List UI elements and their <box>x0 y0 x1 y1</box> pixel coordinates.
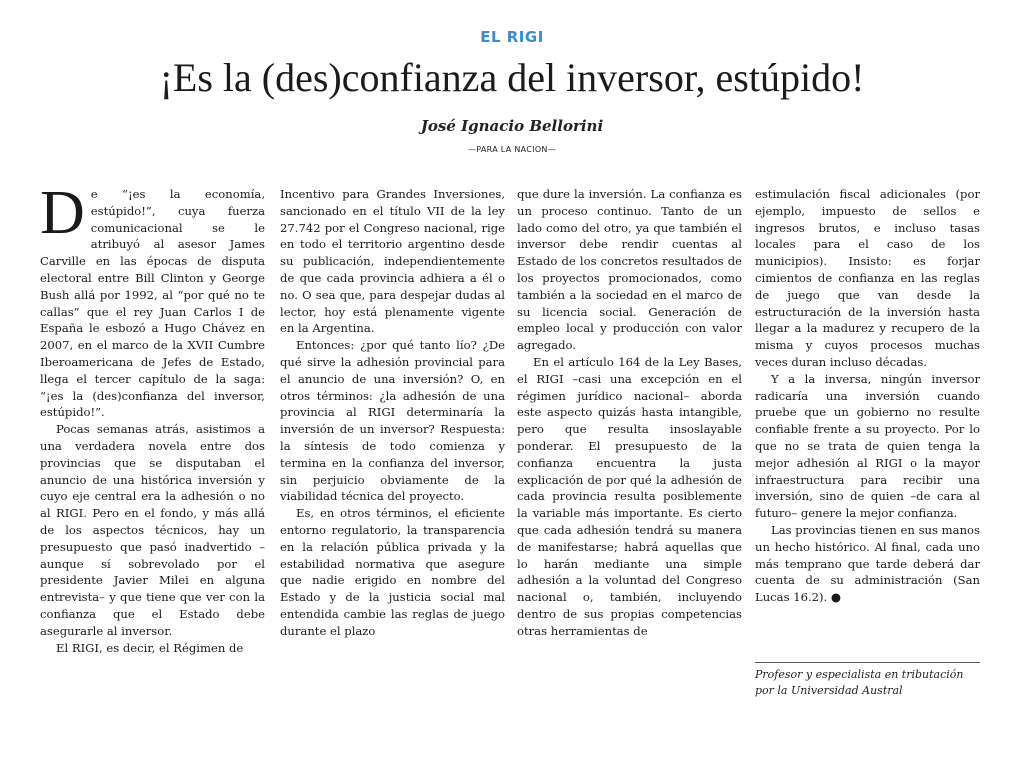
article-paragraph: El RIGI, es decir, el Régimen de <box>56 640 244 655</box>
drop-cap: D <box>40 179 85 247</box>
author-note-divider <box>755 662 980 663</box>
article-paragraph: Entonces: ¿por qué tanto lío? ¿De qué sirve la adhesión provincial para el anuncio de una inversión? O, en otros términos: ¿la adhesión de una provincia al RIGI determinaría la inversión de un inversor? Respuesta: la síntesis de todo comienza y termina en la confianza del inversor, sin perjuicio obviamente de la viabilidad técnica del proyecto. <box>280 338 505 504</box>
article-paragraph: En el artículo 164 de la Ley Bases, el RIGI –casi una excepción en el régimen jurídico nacional– aborda este aspecto quizás hasta intangible, pero que resulta insoslayable ponderar. El presupuesto de la confianza encuentra la justa explicación de por qué la adhesión de cada provincia resulta posiblemente la variable más importante. Es cierto que cada adhesión tendrá su manera de manifestarse; habrá aquellas que lo harán mediante una simple adhesión a la voluntad del Congreso nacional o, también, incluyendo dentro de sus propias competencias otras herramientas de <box>517 354 742 638</box>
article-column-1 <box>40 179 265 656</box>
author-note: Profesor y especialista en tributación por la Universidad Austral <box>755 668 964 697</box>
article-headline: ¡Es la (des)confianza del inversor, estúpido! <box>159 55 865 100</box>
author-byline: José Ignacio Bellorini <box>420 117 604 135</box>
article-paragraph: Las provincias tienen en sus manos un hecho histórico. Al final, cada uno más temprano que tarde deberá dar cuenta de su administración (San Lucas 16.2). ● <box>755 522 980 605</box>
article-paragraph: estimulación fiscal adicionales (por ejemplo, impuesto de sellos e ingresos brutos, e incluso tasas locales para el caso de los municipios). Insisto: es forjar cimientos de confianza en las reglas de juego que van desde la estructuración de la inversión hasta llegar a la madurez y recupero de la misma y cuyos procesos muchas veces duran incluso décadas. <box>755 187 980 369</box>
article-paragraph: que dure la inversión. La confianza es un proceso continuo. Tanto de un lado como del otro, ya que también el inversor debe rendir cuentas al Estado de los concretos resultados de los proyectos promocionados, como también a la sociedad en el marco de su licencia social. Generación de empleo local y producción con valor agregado. <box>517 187 742 353</box>
article-paragraph: Incentivo para Grandes Inversiones, sancionado en el título VII de la ley 27.742 por el Congreso nacional, rige en todo el territorio argentino desde su publicación, independientemente de que cada provincia adhiera a él o no. O sea que, para despejar dudas al lector, hoy está plenamente vigente en la Argentina. <box>280 187 505 336</box>
section-kicker: EL RIGI <box>480 28 544 46</box>
article-paragraph: Y a la inversa, ningún inversor radicaría una inversión cuando pruebe que un gobierno no resulte confiable frente a su proyecto. Por lo que no se trata de quien tenga la mejor adhesión al RIGI o la mayor infraestructura para recibir una inversión, sino de quien –de cara al futuro– genere la mejor confianza. <box>755 371 980 521</box>
end-mark-icon: ● <box>830 590 842 605</box>
article-paragraph: De “¡es la economía, estúpido!”, cuya fuerza comunicacional se le atribuyó al asesor James Carville en las épocas de disputa electoral entre Bill Clinton y George Bush allá por 1992, al “por qué no te callas” que el rey Juan Carlos I de España le esbozó a Hugo Chávez en 2007, en el marco de la XVII Cumbre Iberoamericana de Jefes de Estado, llega el tercer capítulo de la saga: “¡es la (des)confianza del inversor, estúpido!”. <box>40 179 265 420</box>
publication-credit: —PARA LA NACION— <box>467 145 557 154</box>
article-column-2 <box>280 186 505 640</box>
article-paragraph: Pocas semanas atrás, asistimos a una verdadera novela entre dos provincias que se disputaban el anuncio de una histórica inversión y cuyo eje central era la adhesión o no al RIGI. Pero en el fondo, y más allá de los aspectos técnicos, hay un presupuesto que pasó inadvertido –aunque sí sobrevolado por el presidente Javier Milei en alguna entrevista– y que tiene que ver con la confianza que el Estado debe asegurarle al inversor. <box>40 422 265 638</box>
article-column-4 <box>755 186 980 606</box>
article-column-3 <box>517 186 742 640</box>
article-paragraph: Es, en otros términos, el eficiente entorno regulatorio, la transparencia en la relación pública privada y la estabilidad normativa que asegure que nadie erigido en nombre del Estado y de la justicia social mal entendida cambie las reglas de juego durante el plazo <box>280 506 505 638</box>
